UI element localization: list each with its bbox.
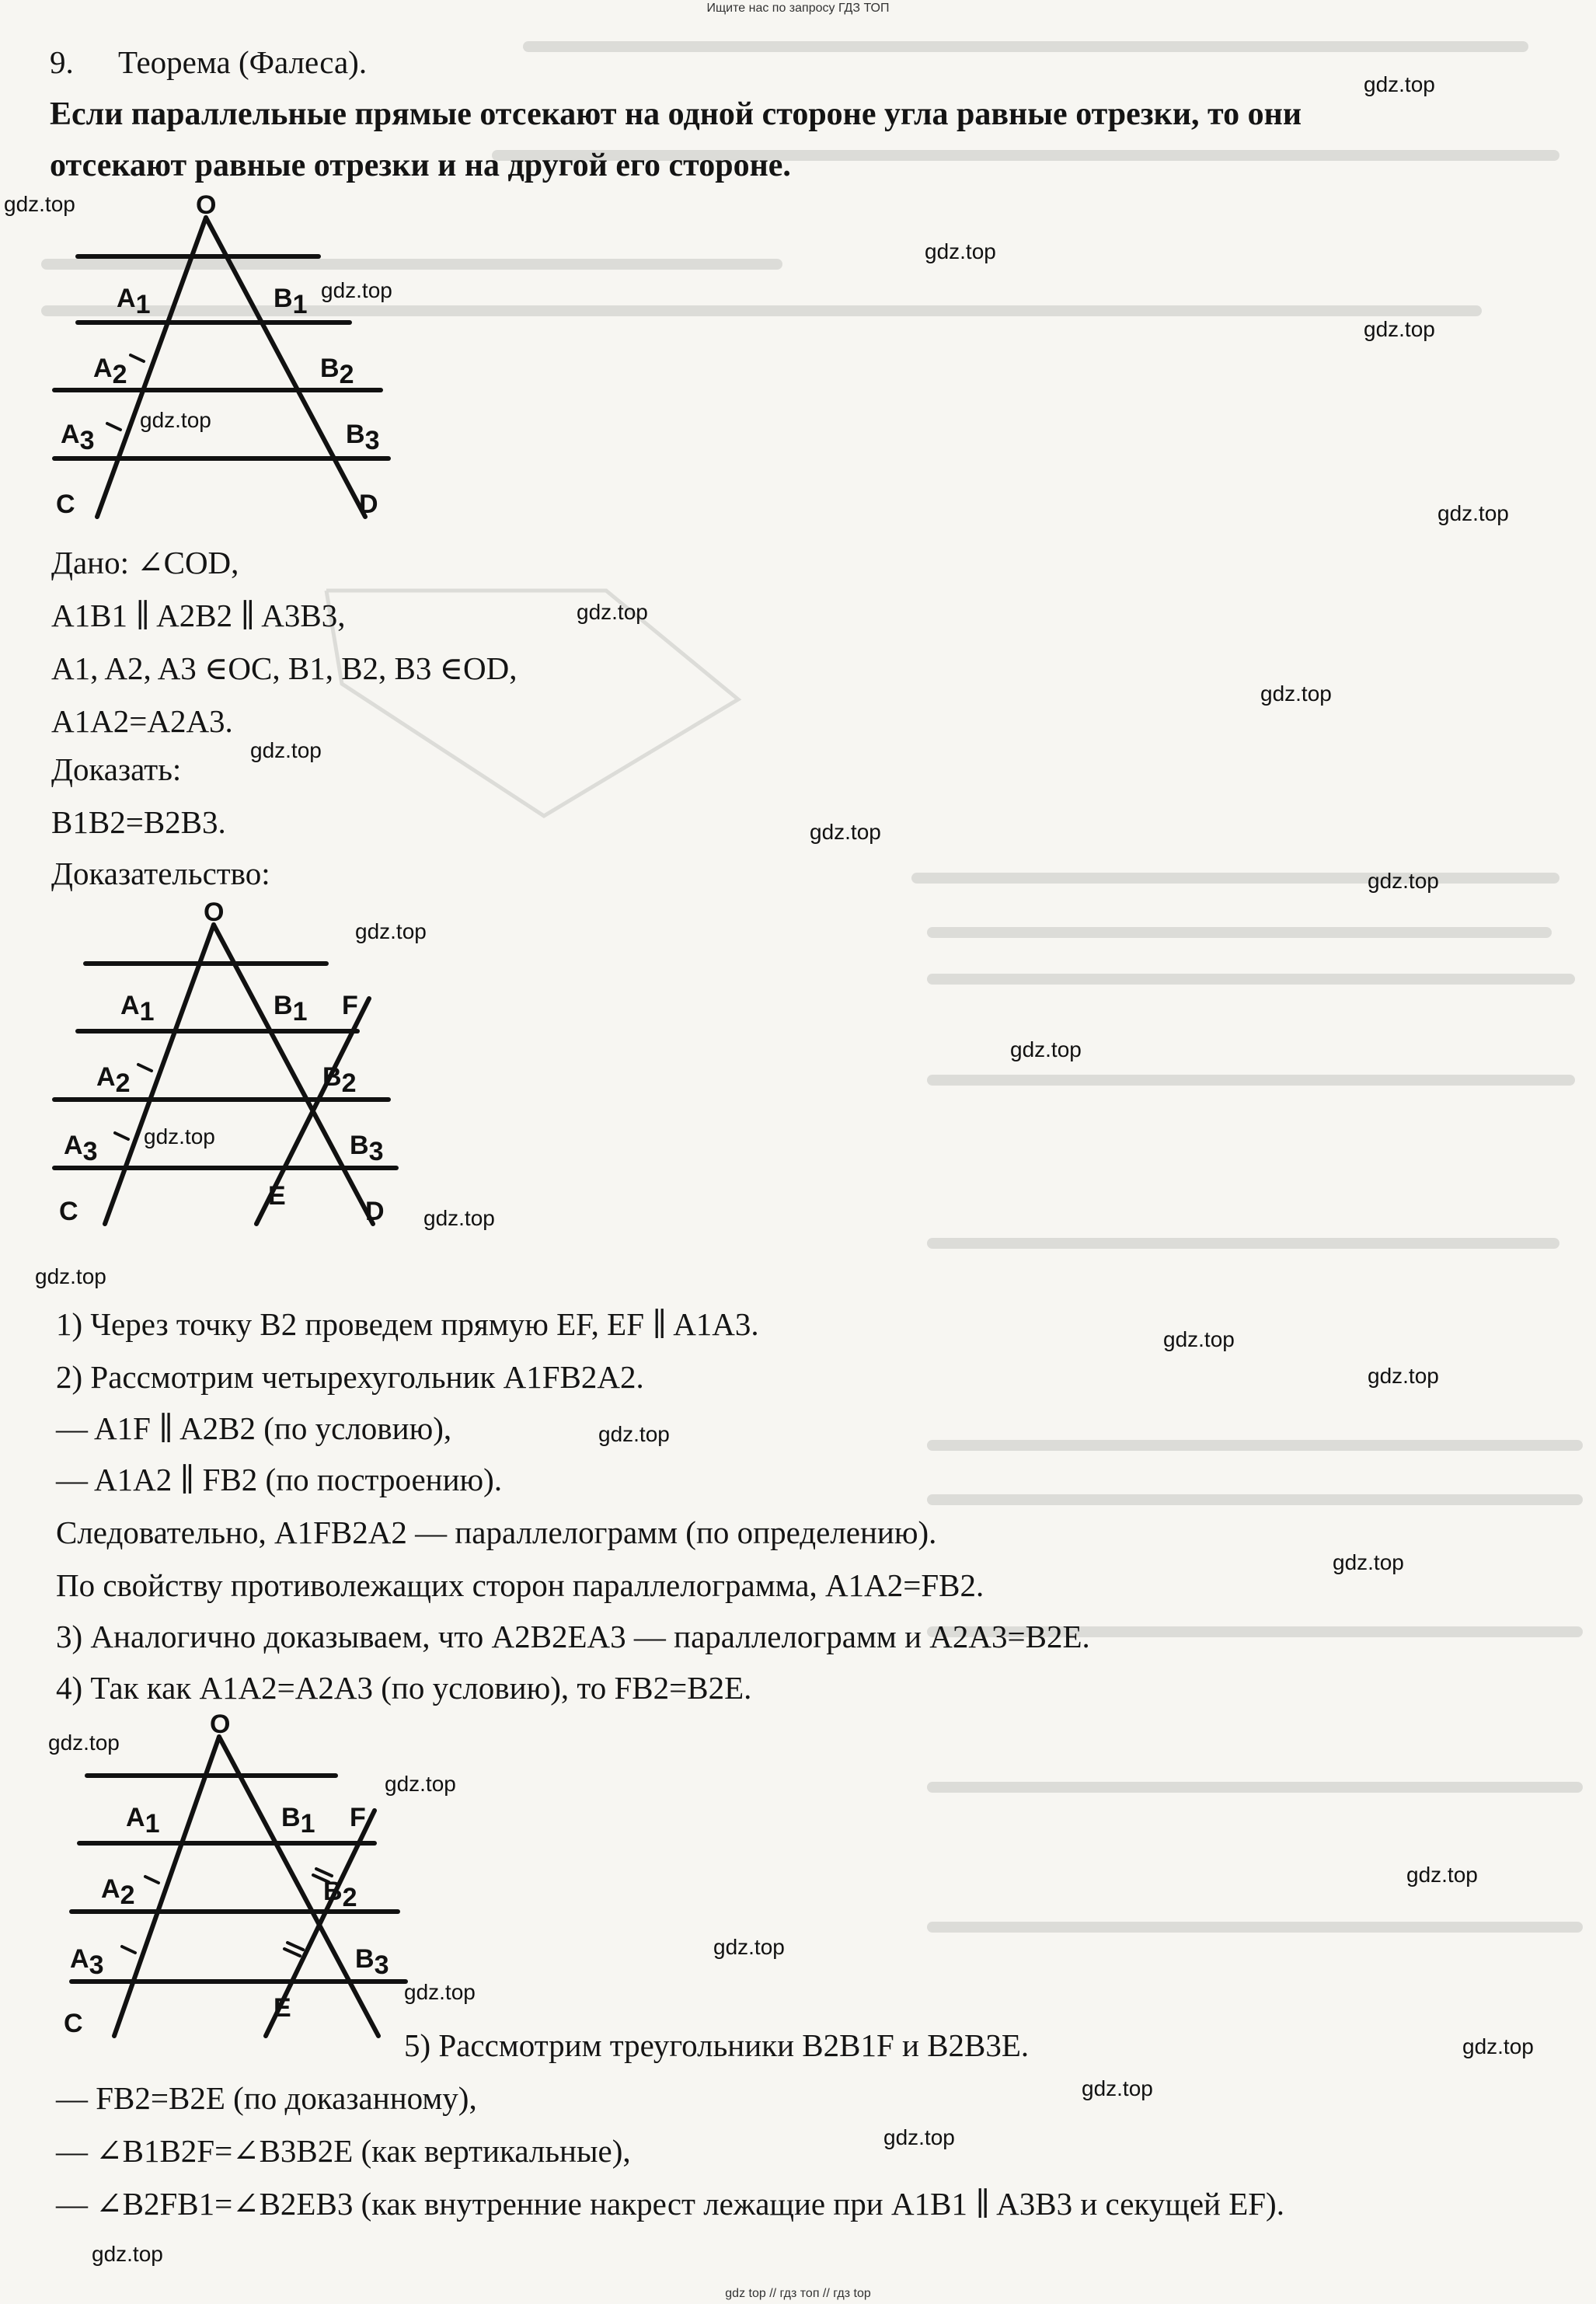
watermark: gdz.top bbox=[598, 1422, 670, 1446]
label-c: C bbox=[59, 1197, 78, 1226]
watermark: gdz.top bbox=[1364, 317, 1435, 341]
prove-line: B1B2=B2B3. bbox=[51, 804, 226, 840]
label-a3: A3 bbox=[70, 1944, 104, 1980]
label-f: F bbox=[342, 991, 358, 1020]
given-line-4: A1A2=A2A3. bbox=[51, 703, 233, 739]
top-banner: Ищите нас по запросу ГДЗ ТОП bbox=[706, 2, 890, 15]
watermark: gdz.top bbox=[355, 919, 427, 943]
watermark: gdz.top bbox=[577, 600, 648, 624]
theorem-statement-line-1: Если параллельные прямые отсекают на одной стороне угла равные отрезки, то они bbox=[50, 96, 1302, 132]
bottom-footer: gdz top // гдз топ // гдз top bbox=[725, 2287, 871, 2300]
watermark: gdz.top bbox=[385, 1772, 456, 1796]
watermark: gdz.top bbox=[1010, 1037, 1082, 1061]
label-a2: A2 bbox=[101, 1874, 135, 1910]
watermark: gdz.top bbox=[1462, 2034, 1534, 2058]
step-2: 2) Рассмотрим четырехугольник A1FB2A2. bbox=[56, 1359, 644, 1395]
theorem-statement-line-2: отсекают равные отрезки и на другой его стороне. bbox=[50, 148, 791, 183]
watermark: gdz.top bbox=[35, 1264, 106, 1288]
step-2-a: — A1F ∥ A2B2 (по условию), bbox=[56, 1410, 452, 1446]
label-o: O bbox=[196, 190, 217, 220]
step-4: 4) Так как A1A2=A2A3 (по условию), то FB2=B2E. bbox=[56, 1670, 752, 1706]
label-b3: B3 bbox=[346, 420, 380, 455]
label-a1: A1 bbox=[117, 284, 151, 319]
step-2-b: — A1A2 ∥ FB2 (по построению). bbox=[56, 1462, 503, 1497]
step-2-property: По свойству противолежащих сторон параллелограмма, A1A2=FB2. bbox=[56, 1567, 984, 1603]
figure-angle-parallel-lines bbox=[47, 190, 412, 532]
watermark: gdz.top bbox=[1082, 2076, 1153, 2100]
label-o: O bbox=[210, 1710, 231, 1739]
proof-heading: Доказательство: bbox=[51, 856, 270, 891]
watermark: gdz.top bbox=[1260, 681, 1332, 706]
label-o: O bbox=[204, 898, 225, 927]
watermark: gdz.top bbox=[404, 1980, 476, 2004]
given-line-3: A1, A2, A3 ∈OC, B1, B2, B3 ∈OD, bbox=[51, 650, 517, 686]
label-a2: A2 bbox=[93, 354, 127, 389]
step-5-c: — ∠B2FB1=∠B2EB3 (как внутренние накрест лежащие при A1B1 ∥ A3B3 и секущей EF). bbox=[56, 2186, 1284, 2222]
label-b2: B2 bbox=[320, 354, 354, 389]
label-c: C bbox=[56, 490, 75, 519]
watermark: gdz.top bbox=[1368, 1364, 1439, 1388]
label-e: E bbox=[268, 1181, 286, 1211]
step-5-b: — ∠B1B2F=∠B3B2E (как вертикальные), bbox=[56, 2133, 631, 2169]
label-e: E bbox=[274, 1993, 291, 2023]
label-a2: A2 bbox=[96, 1062, 131, 1098]
label-d: D bbox=[359, 490, 378, 519]
tick-mark bbox=[131, 355, 144, 361]
given-line-2: A1B1 ∥ A2B2 ∥ A3B3, bbox=[51, 598, 346, 633]
watermark: gdz.top bbox=[810, 820, 881, 844]
step-3: 3) Аналогично доказываем, что A2B2EA3 — параллелограмм и A2A3=B2E. bbox=[56, 1619, 1090, 1654]
label-b3: B3 bbox=[355, 1944, 389, 1980]
label-a1: A1 bbox=[126, 1803, 160, 1839]
label-b1: B1 bbox=[281, 1803, 315, 1839]
watermark: gdz.top bbox=[1364, 72, 1435, 96]
label-a1: A1 bbox=[120, 991, 155, 1027]
prove-heading: Доказать: bbox=[51, 751, 182, 787]
theorem-title: Теорема (Фалеса). bbox=[118, 44, 368, 80]
theorem-number: 9. bbox=[50, 44, 74, 80]
label-b3: B3 bbox=[350, 1131, 384, 1166]
tick-mark bbox=[107, 424, 120, 430]
watermark: gdz.top bbox=[92, 2242, 163, 2266]
label-b1: B1 bbox=[274, 991, 308, 1027]
step-5-a: — FB2=B2E (по доказанному), bbox=[56, 2080, 477, 2116]
watermark: gdz.top bbox=[925, 239, 996, 263]
figure-construction-ef bbox=[47, 898, 420, 1239]
label-b2: B2 bbox=[322, 1062, 357, 1098]
label-a3: A3 bbox=[61, 420, 95, 455]
label-b2: B2 bbox=[323, 1877, 357, 1912]
step-2-conclusion: Следовательно, A1FB2A2 — параллелограмм (по определению). bbox=[56, 1515, 937, 1550]
given-line-1: Дано: ∠COD, bbox=[51, 545, 239, 580]
watermark: gdz.top bbox=[48, 1731, 120, 1755]
label-d: D bbox=[365, 1197, 385, 1226]
watermark: gdz.top bbox=[1437, 501, 1509, 525]
watermark: gdz.top bbox=[1163, 1327, 1235, 1351]
watermark: gdz.top bbox=[1368, 869, 1439, 893]
watermark: gdz.top bbox=[1333, 1550, 1404, 1574]
watermark: gdz.top bbox=[713, 1935, 785, 1959]
label-b1: B1 bbox=[274, 284, 308, 319]
label-a3: A3 bbox=[64, 1131, 98, 1166]
watermark: gdz.top bbox=[883, 2125, 955, 2149]
step-5: 5) Рассмотрим треугольники B2B1F и B2B3E. bbox=[404, 2027, 1030, 2063]
watermark: gdz.top bbox=[423, 1206, 495, 1230]
figure-triangles bbox=[64, 1710, 429, 2051]
watermark: gdz.top bbox=[144, 1124, 215, 1149]
step-1: 1) Через точку B2 проведем прямую EF, EF ∥ A1A3. bbox=[56, 1306, 759, 1342]
watermark: gdz.top bbox=[1406, 1863, 1478, 1887]
label-c: C bbox=[64, 2009, 83, 2038]
watermark: gdz.top bbox=[4, 192, 75, 216]
watermark: gdz.top bbox=[321, 278, 392, 302]
watermark: gdz.top bbox=[140, 408, 211, 432]
watermark: gdz.top bbox=[250, 738, 322, 762]
label-f: F bbox=[350, 1803, 366, 1832]
